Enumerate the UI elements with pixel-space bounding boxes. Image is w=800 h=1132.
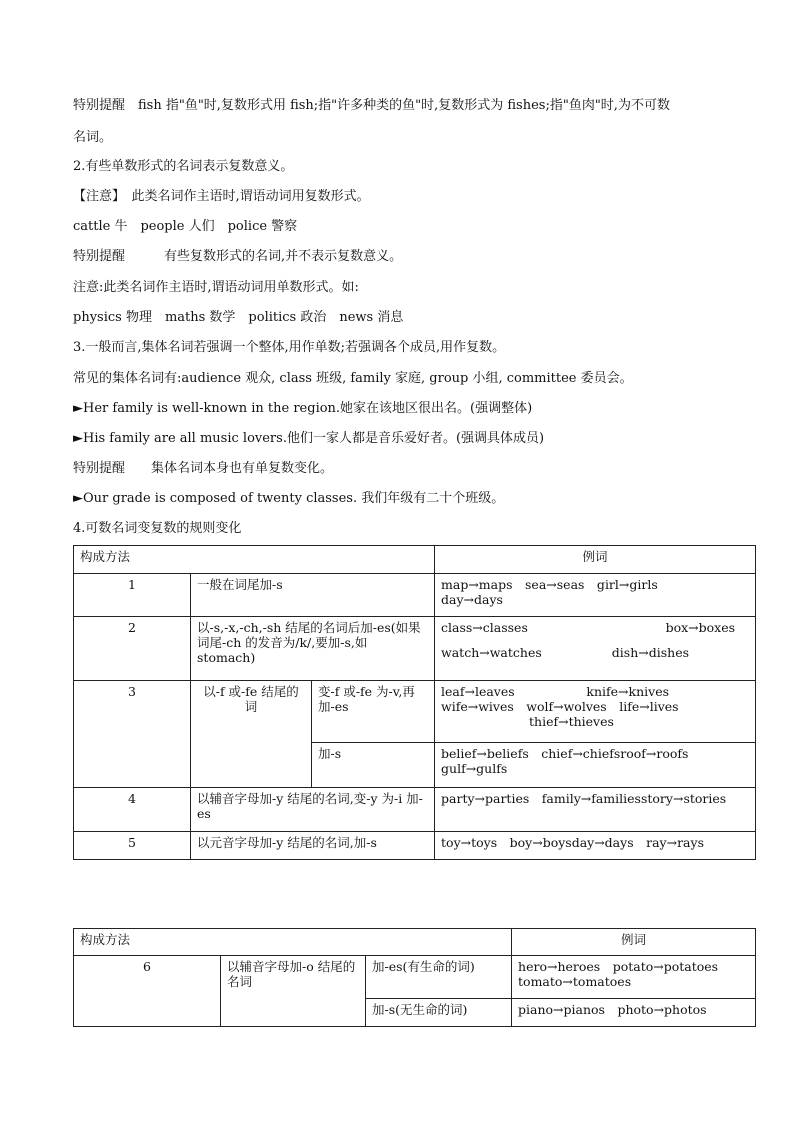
table-row	[74, 574, 756, 617]
section-2-heading: 2.有些单数形式的名词表示复数意义。	[73, 159, 294, 174]
header-method: 构成方法	[74, 929, 512, 956]
row-number: 3	[74, 681, 191, 788]
collective-nouns-list: 常见的集体名词有:audience 观众, class 班级, family 家庭, group 小组, committee 委员会。	[73, 371, 633, 386]
table-row	[74, 681, 756, 743]
table-header-row	[74, 929, 756, 956]
attention-note: 【注意】 此类名词作主语时,谓语动词用复数形式。	[73, 189, 370, 204]
triangle-bullet-icon	[73, 401, 83, 416]
triangle-bullet-icon	[73, 431, 83, 446]
rule-examples: map→maps sea→seas girl→girls day→days	[435, 574, 756, 617]
plural-rules-table-2	[73, 928, 756, 1027]
rule-method: 以-f 或-fe 结尾的词	[191, 681, 312, 788]
sub-rule-method: 加-es(有生命的词)	[366, 956, 512, 999]
example-sentence-3: ► Our grade is composed of twenty classes. 我们年级有二十个班级。	[73, 490, 504, 508]
rule-examples: leaf→leaves knife→knives wife→wives wolf→wolves life→lives thief→thieves	[435, 681, 756, 743]
rule-examples: party→parties family→familiesstory→stories	[435, 788, 756, 832]
rule-method: 以元音字母加-y 结尾的名词,加-s	[191, 832, 435, 860]
rule-method: 以辅音字母加-y 结尾的名词,变-y 为-i 加-es	[191, 788, 435, 832]
special-reminder-3: 特别提醒 集体名词本身也有单复数变化。	[73, 461, 334, 476]
sub-rule-method: 变-f 或-fe 为-v,再加-es	[312, 681, 435, 743]
special-reminder-2: 特别提醒 有些复数形式的名词,并不表示复数意义。	[73, 249, 403, 264]
sub-rule-method: 加-s	[312, 743, 435, 788]
plural-rules-table-1	[73, 545, 756, 860]
rule-examples: toy→toys boy→boysday→days ray→rays	[435, 832, 756, 860]
rule-method: 以-s,-x,-ch,-sh 结尾的名词后加-es(如果词尾-ch 的发音为/k/,要加-s,如 stomach)	[191, 617, 435, 681]
rule-examples: hero→heroes potato→potatoes tomato→tomatoes	[512, 956, 756, 999]
row-number: 4	[74, 788, 191, 832]
note-fish-line2: 名词。	[73, 130, 113, 145]
table-row	[74, 832, 756, 860]
singular-meaning-examples: physics 物理 maths 数学 politics 政治 news 消息	[73, 310, 404, 325]
rule-examples: piano→pianos photo→photos	[512, 999, 756, 1027]
rule-examples: class→classes box→boxes watch→watches dish→dishes	[435, 617, 756, 681]
section-3-heading: 3.一般而言,集体名词若强调一个整体,用作单数;若强调各个成员,用作复数。	[73, 340, 506, 355]
row-number: 6	[74, 956, 221, 1027]
triangle-bullet-icon	[73, 491, 83, 506]
row-number: 2	[74, 617, 191, 681]
header-example: 例词	[435, 546, 756, 574]
rule-examples: belief→beliefs chief→chiefsroof→roofs gulf→gulfs	[435, 743, 756, 788]
row-number: 1	[74, 574, 191, 617]
header-example: 例词	[512, 929, 756, 956]
section-4-heading: 4.可数名词变复数的规则变化	[73, 521, 242, 536]
note-fish-line1: 特别提醒 fish 指"鱼"时,复数形式用 fish;指"许多种类的鱼"时,复数形式为 fishes;指"鱼肉"时,为不可数	[73, 98, 670, 113]
table-row	[74, 617, 756, 681]
header-method: 构成方法	[74, 546, 435, 574]
plural-meaning-examples: cattle 牛 people 人们 police 警察	[73, 219, 298, 234]
row-number: 5	[74, 832, 191, 860]
example-sentence-2: ► His family are all music lovers.他们一家人都是音乐爱好者。(强调具体成员)	[73, 430, 544, 448]
table-header-row	[74, 546, 756, 574]
sub-rule-method: 加-s(无生命的词)	[366, 999, 512, 1027]
table-row	[74, 956, 756, 999]
table-row	[74, 788, 756, 832]
rule-method: 以辅音字母加-o 结尾的名词	[221, 956, 366, 1027]
rule-method: 一般在词尾加-s	[191, 574, 435, 617]
singular-verb-note: 注意:此类名词作主语时,谓语动词用单数形式。如:	[73, 280, 359, 295]
example-sentence-1: ► Her family is well-known in the region.她家在该地区很出名。(强调整体)	[73, 400, 532, 418]
